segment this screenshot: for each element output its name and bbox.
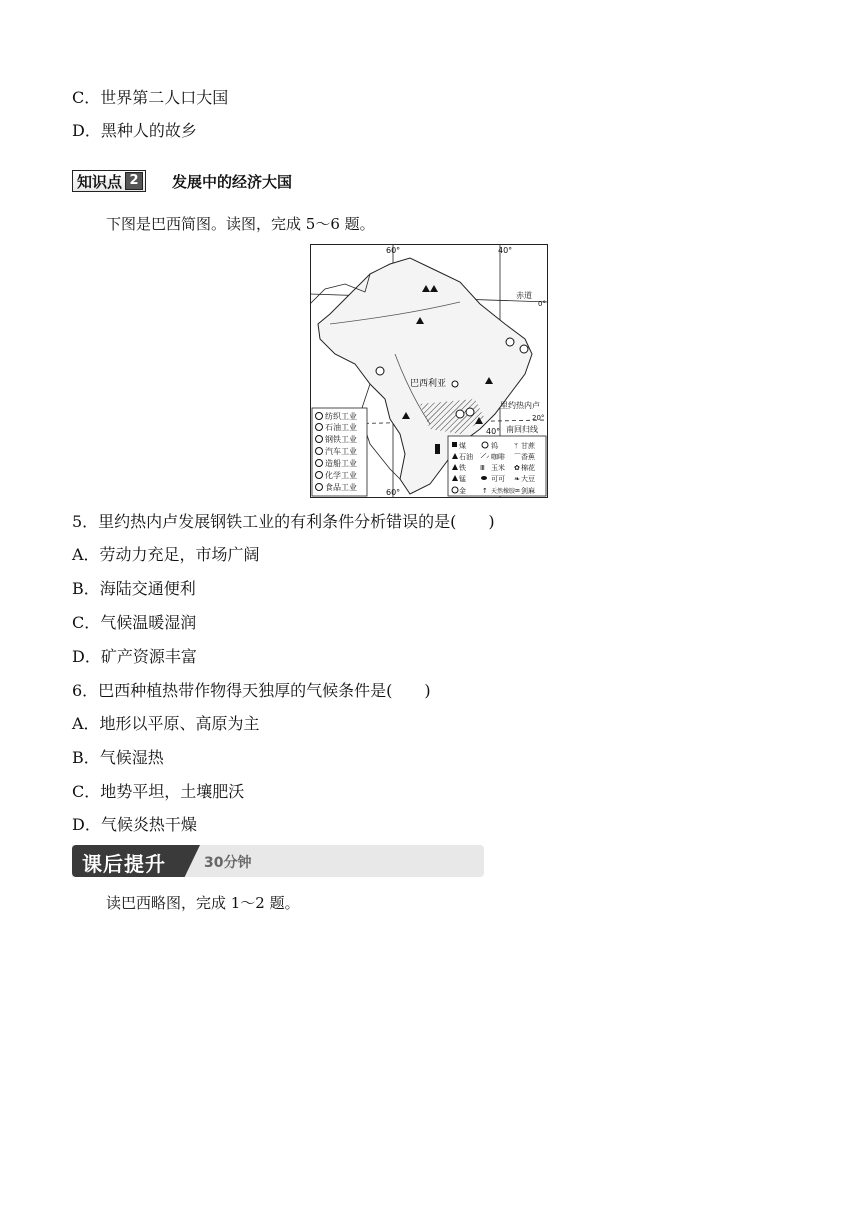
tropic-label: 南回归线 [506, 425, 538, 434]
question-6-option-d: D．气候炎热干燥 [72, 815, 197, 834]
svg-text:天然橡胶: 天然橡胶 [491, 488, 516, 495]
svg-text:咖啡: 咖啡 [491, 453, 505, 461]
svg-text:ᛘ: ᛘ [514, 442, 519, 450]
question-6-option-a: A．地形以平原、高原为主 [72, 714, 260, 733]
industry-marker [466, 408, 474, 416]
question-5-option-b: B．海陆交通便利 [72, 579, 196, 598]
question-5-stem: 5．里约热内卢发展钢铁工业的有利条件分析错误的是( ) [72, 512, 495, 531]
coal-marker [435, 444, 440, 454]
lon-label-40-top: 40° [498, 246, 513, 255]
industry-marker [520, 345, 528, 353]
section-header [72, 170, 292, 192]
svg-text:钢铁工业: 钢铁工业 [325, 435, 357, 444]
svg-text:♒: ♒ [514, 487, 521, 495]
industry-marker [506, 338, 514, 346]
banner-time: 30分钟 [204, 855, 252, 871]
question-6-stem: 6．巴西种植热带作物得天独厚的气候条件是( ) [72, 681, 431, 700]
svg-text:大豆: 大豆 [521, 475, 535, 483]
question-5-option-d: D．矿产资源丰富 [72, 647, 197, 666]
question-6-option-b: B．气候湿热 [72, 748, 164, 767]
svg-text:石油: 石油 [459, 453, 473, 461]
option-c-prev: C．世界第二人口大国 [72, 88, 229, 107]
after-intro-text: 读巴西略图，完成 1～2 题。 [106, 894, 300, 912]
svg-text:✿: ✿ [514, 464, 520, 472]
svg-text:汽车工业: 汽车工业 [325, 447, 357, 456]
industry-marker [456, 410, 464, 418]
svg-text:造船工业: 造船工业 [325, 459, 357, 468]
after-class-banner [72, 845, 484, 877]
badge-number: 2 [125, 172, 143, 190]
question-5-option-a: A．劳动力充足，市场广阔 [72, 545, 260, 564]
option-d-prev: D．黑种人的故乡 [72, 121, 197, 140]
svg-text:铁: 铁 [459, 464, 466, 472]
lon-label-60-bottom: 60° [386, 488, 401, 497]
lon-label-40-bottom: 40° [486, 427, 501, 436]
svg-text:玉米: 玉米 [491, 464, 505, 472]
map-intro-text: 下图是巴西简图。读图，完成 5～6 题。 [106, 215, 375, 233]
svg-text:可可: 可可 [491, 475, 505, 483]
lon-label-60-top: 60° [386, 246, 401, 255]
question-6-option-c: C．地势平坦，土壤肥沃 [72, 782, 245, 801]
tropic-degree: 20° [532, 414, 545, 422]
svg-text:❧: ❧ [514, 475, 520, 483]
svg-text:甘蔗: 甘蔗 [521, 442, 535, 450]
capital-label: 巴西利亚 [410, 379, 447, 389]
svg-text:煤: 煤 [459, 442, 466, 450]
badge-label: 知识点 [77, 172, 123, 191]
svg-text:剑麻: 剑麻 [521, 487, 535, 495]
svg-text:金: 金 [459, 487, 466, 495]
svg-text:食品工业: 食品工业 [325, 483, 357, 492]
section-title: 发展中的经济大国 [172, 172, 293, 191]
equator-degree: 0° [538, 300, 546, 308]
svg-text:↑: ↑ [482, 487, 488, 495]
question-5-option-c: C．气候温暖湿润 [72, 613, 197, 632]
svg-text:化学工业: 化学工业 [325, 471, 357, 480]
rio-label: 里约热内卢 [500, 401, 540, 410]
banner-title: 课后提升 [82, 852, 166, 876]
svg-text:石油工业: 石油工业 [325, 423, 357, 432]
svg-text:香蕉: 香蕉 [521, 453, 535, 461]
brazil-map [310, 244, 548, 498]
svg-text:棉花: 棉花 [521, 464, 535, 472]
svg-text:钨: 钨 [491, 442, 498, 450]
knowledge-point-badge [72, 170, 146, 192]
svg-text:纺织工业: 纺织工业 [325, 412, 357, 421]
svg-text:锰: 锰 [459, 475, 466, 483]
equator-label: 赤道 [516, 291, 532, 300]
svg-text:Ⅲ: Ⅲ [480, 464, 485, 472]
industry-marker [376, 367, 384, 375]
svg-text:⌒: ⌒ [514, 453, 521, 461]
capital-marker [452, 381, 458, 387]
